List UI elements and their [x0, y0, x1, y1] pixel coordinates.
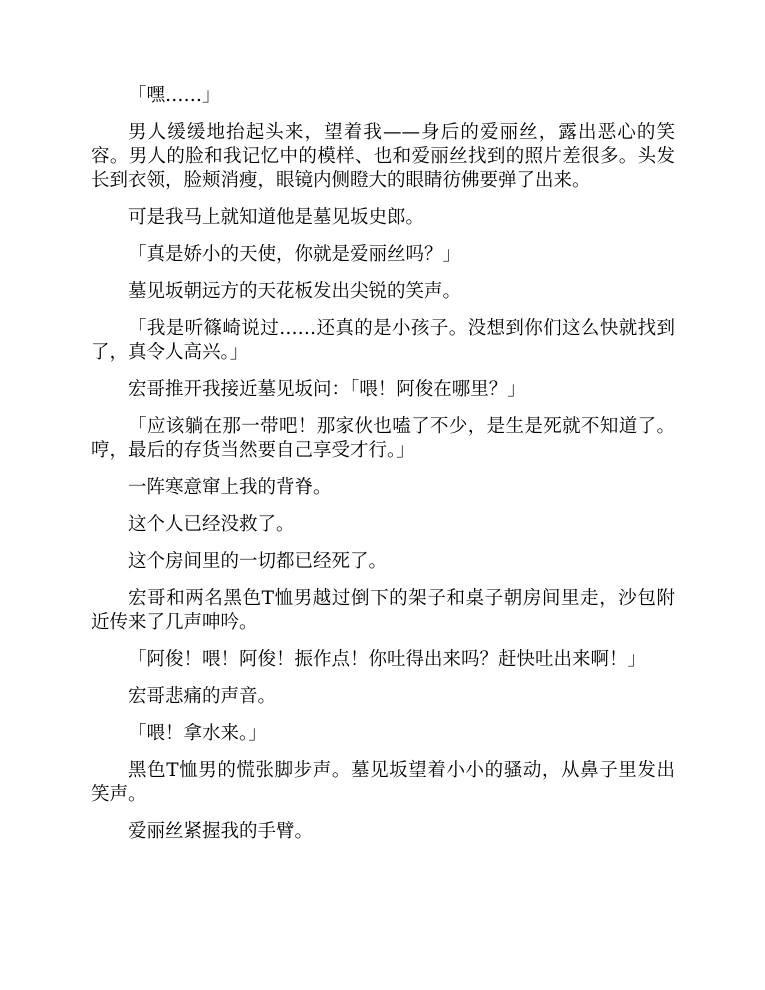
paragraph: 这个人已经没救了。 [128, 514, 295, 535]
paragraph: 男人缓缓地抬起头来，望着我——身后的爱丽丝，露出恶心的笑容。男人的脸和我记忆中的模样、也和爱丽丝找到的照片差很多。头发长到衣领，脸颊消瘦，眼镜内侧瞪大的眼睛彷佛要弹了出来。 [91, 122, 675, 191]
paragraph: 「应该躺在那一带吧！那家伙也嗑了不少，是生是死就不知道了。哼，最后的存货当然要自己享受才行。」 [91, 416, 675, 461]
paragraph: 一阵寒意窜上我的背脊。 [128, 477, 332, 498]
paragraph: 宏哥悲痛的声音。 [128, 686, 277, 707]
paragraph: 可是我马上就知道他是墓见坂史郎。 [128, 207, 425, 228]
paragraph: 这个房间里的一切都已经死了。 [128, 551, 388, 572]
paragraph: 黑色T恤男的慌张脚步声。墓见坂望着小小的骚动，从鼻子里发出笑声。 [91, 760, 675, 805]
paragraph: 「喂！拿水来。」 [128, 723, 267, 744]
paragraph: 「我是听篠崎说过……还真的是小孩子。没想到你们这么快就找到了，真令人高兴。」 [91, 318, 675, 363]
paragraph: 「阿俊！喂！阿俊！振作点！你吐得出来吗？赶快吐出来啊！」 [128, 649, 647, 670]
paragraph: 墓见坂朝远方的天花板发出尖锐的笑声。 [128, 281, 462, 302]
paragraph: 爱丽丝紧握我的手臂。 [128, 821, 314, 842]
paragraph: 「真是娇小的天使，你就是爱丽丝吗？」 [128, 244, 462, 265]
paragraph: 宏哥推开我接近墓见坂问：「喂！阿俊在哪里？」 [128, 379, 526, 400]
paragraph: 宏哥和两名黑色T恤男越过倒下的架子和桌子朝房间里走，沙包附近传来了几声呻吟。 [91, 588, 675, 633]
paragraph: 「嘿……」 [128, 85, 221, 106]
document-page [91, 84, 675, 857]
